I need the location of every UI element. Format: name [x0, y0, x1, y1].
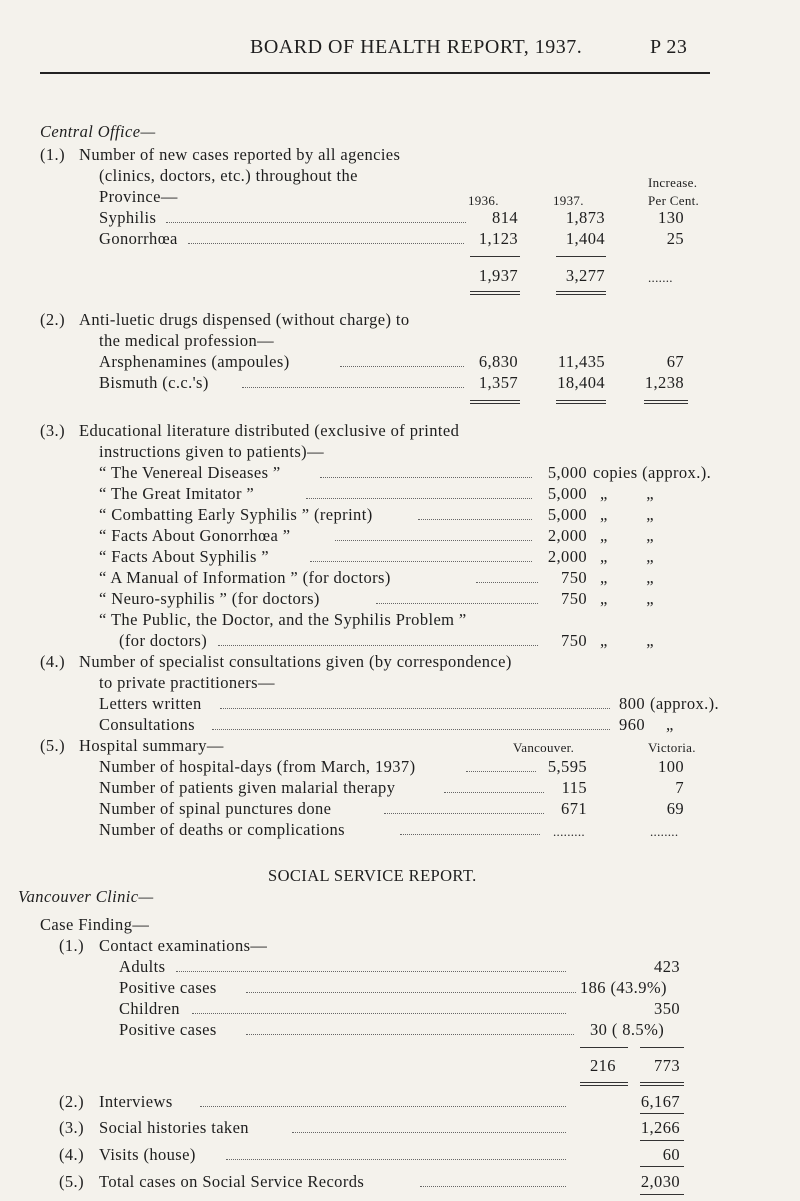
value-total: 350: [654, 999, 680, 1018]
literature-qty: 2,000: [547, 526, 587, 545]
row-label: Positive cases: [119, 978, 217, 997]
leader-dots: [420, 1186, 566, 1187]
row-label: Arsphenamines (ampoules): [99, 352, 290, 371]
ss-item1-number: (1.): [59, 936, 84, 955]
row-label: Positive cases: [119, 1020, 217, 1039]
literature-title: “ Neuro-syphilis ” (for doctors): [99, 589, 320, 608]
value-1936: 1,357: [478, 373, 518, 392]
leader-dots: [188, 243, 464, 244]
literature-unit: „ „: [600, 505, 654, 524]
header-rule: [40, 72, 710, 74]
item1-line: (clinics, doctors, etc.) throughout the: [99, 166, 358, 185]
leader-dots: [335, 540, 532, 541]
literature-unit: „ „: [600, 484, 654, 503]
sum-rule: [640, 1113, 684, 1114]
literature-qty: 5,000: [547, 463, 587, 482]
ss-item1-label: Contact examinations—: [99, 936, 268, 955]
literature-unit: „ „: [600, 631, 654, 650]
literature-unit: copies (approx.).: [593, 463, 712, 482]
col-header-increase: Increase.: [648, 175, 698, 190]
item2-line: the medical profession—: [99, 331, 275, 350]
section-heading-central-office: Central Office—: [40, 122, 156, 141]
ss-item-value: 2,030: [640, 1172, 680, 1191]
row-label: Consultations: [99, 715, 195, 734]
leader-dots: [246, 1034, 574, 1035]
row-value: 960: [619, 715, 645, 734]
total-double-rule: [470, 400, 520, 404]
row-label: Syphilis: [99, 208, 157, 227]
literature-title: “ The Venereal Diseases ”: [99, 463, 281, 482]
ss-item-label: Interviews: [99, 1092, 173, 1111]
item4-number: (4.): [40, 652, 65, 671]
row-value: 800: [619, 694, 645, 713]
col-header-1937: 1937.: [553, 193, 584, 208]
leader-dots: [220, 708, 610, 709]
leader-dots: [310, 561, 532, 562]
total-double-rule: [640, 1082, 684, 1086]
row-label: Bismuth (c.c.'s): [99, 373, 209, 392]
leader-dots: [242, 387, 464, 388]
leader-dots: [200, 1106, 566, 1107]
item2-number: (2.): [40, 310, 65, 329]
literature-title: “ Facts About Syphilis ”: [99, 547, 270, 566]
subheading-case-finding: Case Finding—: [40, 915, 150, 934]
total-examined: 773: [654, 1056, 680, 1075]
item5-number: (5.): [40, 736, 65, 755]
literature-title: “ The Public, the Doctor, and the Syphilis Problem ”: [99, 610, 467, 629]
row-unit: (approx.).: [650, 694, 720, 713]
total-positive: 216: [590, 1056, 616, 1075]
ss-item-label: Visits (house): [99, 1145, 196, 1164]
literature-title: “ The Great Imitator ”: [99, 484, 255, 503]
leader-dots: [376, 603, 538, 604]
sum-rule: [640, 1166, 684, 1167]
ss-item-number: (2.): [59, 1092, 84, 1111]
literature-unit: „ „: [600, 589, 654, 608]
row-label: Number of patients given malarial therapy: [99, 778, 396, 797]
value-vancouver: 671: [561, 799, 587, 818]
row-label: Adults: [119, 957, 166, 976]
literature-title: “ A Manual of Information ” (for doctors): [99, 568, 391, 587]
col-header-vancouver: Vancouver.: [513, 740, 575, 755]
leader-dots: [292, 1132, 566, 1133]
value-vancouver: 5,595: [547, 757, 587, 776]
literature-unit: „ „: [600, 547, 654, 566]
value-1937: 11,435: [557, 352, 605, 371]
value-positive: 186 (43.9%): [580, 978, 667, 997]
sum-rule: [580, 1047, 628, 1048]
item4-line: to private practitioners—: [99, 673, 275, 692]
item3-line: Educational literature distributed (exclusive of printed: [79, 421, 460, 440]
value-percent: 130: [658, 208, 684, 227]
ss-item-value: 60: [662, 1145, 680, 1164]
literature-qty: 2,000: [547, 547, 587, 566]
value-victoria: 100: [658, 757, 684, 776]
leader-dots: [320, 477, 532, 478]
sum-rule: [470, 256, 520, 257]
page-number: P 23: [650, 36, 688, 58]
literature-qty: 5,000: [547, 505, 587, 524]
leader-dots: [226, 1159, 566, 1160]
value-percent: 25: [666, 229, 684, 248]
item1-line: Number of new cases reported by all agencies: [79, 145, 401, 164]
ss-item-value: 6,167: [640, 1092, 680, 1111]
value-percent: 67: [666, 352, 684, 371]
subheading-vancouver-clinic: Vancouver Clinic—: [18, 887, 154, 906]
row-label: Gonorrhœa: [99, 229, 178, 248]
row-label: Letters written: [99, 694, 202, 713]
ss-item-label: Total cases on Social Service Records: [99, 1172, 365, 1191]
literature-title-cont: (for doctors): [119, 631, 208, 650]
item1-number: (1.): [40, 145, 65, 164]
total-double-rule: [556, 291, 606, 295]
leader-dots: [476, 582, 538, 583]
report-title: BOARD OF HEALTH REPORT, 1937.: [250, 36, 583, 58]
value-1936: 1,123: [478, 229, 518, 248]
leader-dots: [192, 1013, 566, 1014]
sum-rule: [640, 1140, 684, 1141]
ss-item-number: (4.): [59, 1145, 84, 1164]
literature-qty: 750: [561, 568, 587, 587]
literature-unit: „ „: [600, 568, 654, 587]
leader-dots: [306, 498, 532, 499]
row-label: Number of spinal punctures done: [99, 799, 332, 818]
literature-qty: 5,000: [547, 484, 587, 503]
total-double-rule: [556, 400, 606, 404]
leader-dots: [212, 729, 610, 730]
item3-number: (3.): [40, 421, 65, 440]
ss-item-number: (3.): [59, 1118, 84, 1137]
leader-dots: [466, 771, 536, 772]
col-header-victoria: Victoria.: [648, 740, 696, 755]
value-total: 423: [654, 957, 680, 976]
ss-item-value: 1,266: [640, 1118, 680, 1137]
item2-line: Anti-luetic drugs dispensed (without charge) to: [79, 310, 410, 329]
value-1936: 6,830: [478, 352, 518, 371]
total-double-rule: [470, 291, 520, 295]
leader-dots: [176, 971, 566, 972]
leader-dots: [340, 366, 464, 367]
section-heading-social-service: SOCIAL SERVICE REPORT.: [268, 866, 477, 885]
literature-title: “ Facts About Gonorrhœa ”: [99, 526, 291, 545]
literature-unit: „ „: [600, 526, 654, 545]
value-percent: 1,238: [644, 373, 684, 392]
ss-item-number: (5.): [59, 1172, 84, 1191]
total-percent: .......: [648, 270, 673, 285]
value-victoria: ........: [650, 824, 679, 839]
value-victoria: 69: [666, 799, 684, 818]
value-vancouver: .........: [553, 824, 585, 839]
col-header-1936: 1936.: [468, 193, 499, 208]
ss-item-label: Social histories taken: [99, 1118, 249, 1137]
sum-rule: [640, 1194, 684, 1195]
leader-dots: [218, 645, 538, 646]
row-label: Number of deaths or complications: [99, 820, 345, 839]
total-1937: 3,277: [565, 266, 605, 285]
leader-dots: [444, 792, 544, 793]
total-1936: 1,937: [478, 266, 518, 285]
leader-dots: [400, 834, 540, 835]
value-1937: 18,404: [557, 373, 605, 392]
item1-line: Province—: [99, 187, 178, 206]
sum-rule: [556, 256, 606, 257]
value-positive: 30 ( 8.5%): [590, 1020, 665, 1039]
literature-qty: 750: [561, 631, 587, 650]
leader-dots: [166, 222, 466, 223]
value-1937: 1,404: [565, 229, 605, 248]
item4-line: Number of specialist consultations given (by correspondence): [79, 652, 512, 671]
leader-dots: [418, 519, 532, 520]
value-1936: 814: [492, 208, 518, 227]
leader-dots: [246, 992, 576, 993]
sum-rule: [640, 1047, 684, 1048]
total-double-rule: [644, 400, 688, 404]
row-label: Number of hospital-days (from March, 1937): [99, 757, 416, 776]
row-label: Children: [119, 999, 180, 1018]
literature-title: “ Combatting Early Syphilis ” (reprint): [99, 505, 373, 524]
literature-qty: 750: [561, 589, 587, 608]
value-1937: 1,873: [565, 208, 605, 227]
value-vancouver: 115: [561, 778, 587, 797]
total-double-rule: [580, 1082, 628, 1086]
leader-dots: [384, 813, 544, 814]
row-unit: „: [666, 715, 674, 734]
item3-line: instructions given to patients)—: [99, 442, 324, 461]
col-header-per-cent: Per Cent.: [648, 193, 700, 208]
item5-label: Hospital summary—: [79, 736, 224, 755]
value-victoria: 7: [675, 778, 684, 797]
